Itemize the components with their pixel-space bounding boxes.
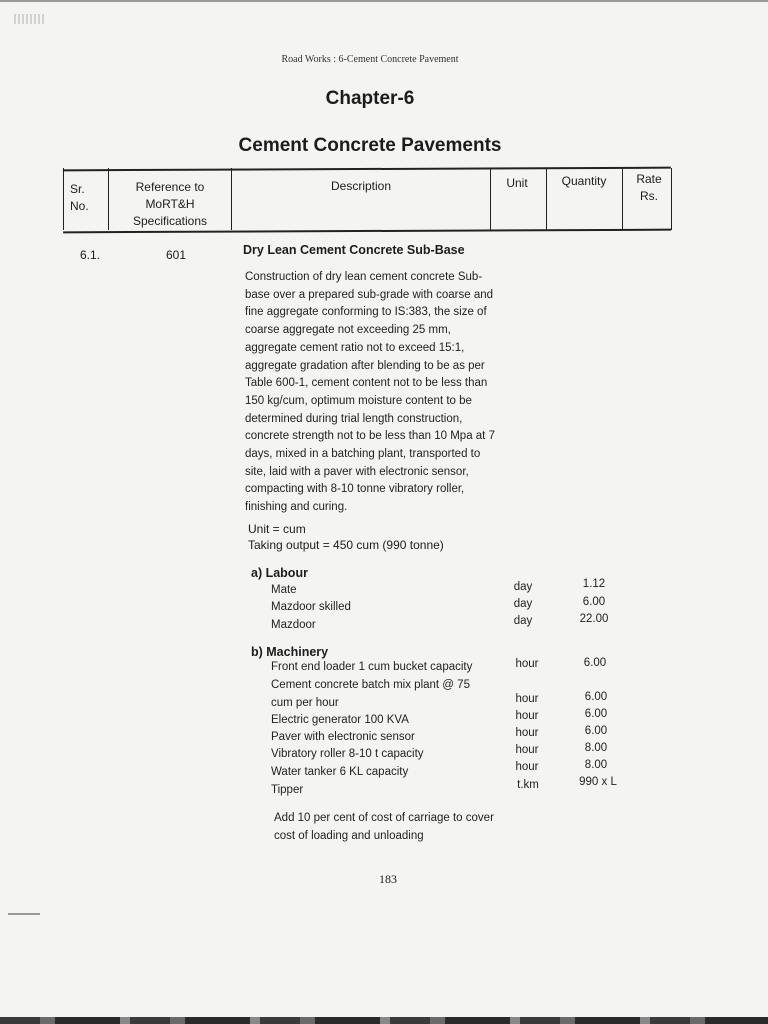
header-unit: Unit [506, 176, 528, 190]
table-divider [108, 168, 109, 230]
table-divider [63, 168, 64, 230]
header-rate: Rate Rs. [636, 172, 662, 203]
machinery-item-qty: 6.00 [583, 657, 607, 669]
labour-item-name: Mate [271, 584, 297, 596]
item-title: Dry Lean Cement Concrete Sub-Base [243, 243, 465, 257]
machinery-item-qty: 6.00 [584, 725, 608, 737]
page-title: Cement Concrete Pavements [238, 135, 502, 156]
machinery-item-unit: t.km [517, 779, 539, 791]
machinery-item-name: Front end loader 1 cum bucket capacity [271, 661, 473, 673]
machinery-item-name: Tipper [271, 784, 304, 796]
scan-smudge [14, 14, 44, 24]
machinery-item-name: Vibratory roller 8-10 t capacity [271, 748, 424, 760]
running-head: Road Works : 6-Cement Concrete Pavement [281, 54, 459, 65]
labour-item-qty: 6.00 [582, 596, 606, 608]
machinery-item-qty: 8.00 [584, 742, 608, 754]
table-divider [490, 168, 491, 230]
labour-item-qty: 1.12 [582, 578, 606, 590]
table-divider [622, 168, 623, 230]
item-reference: 601 [166, 248, 187, 262]
item-description [245, 269, 501, 517]
scan-edge-top [0, 0, 768, 2]
page-number: 183 [379, 872, 397, 886]
header-reference: Reference to MoRT&H Specifications [132, 180, 208, 228]
header-description: Description [330, 179, 392, 193]
scan-edge-bottom [0, 1017, 768, 1024]
machinery-item-qty: 8.00 [584, 759, 608, 771]
unit-line: Unit = cum [248, 522, 306, 536]
machinery-item-name: Electric generator 100 KVA [271, 714, 409, 726]
machinery-item-unit: hour [515, 727, 539, 739]
machinery-item-unit: hour [515, 744, 539, 756]
description-text: Construction of dry lean cement concrete Sub-base over a prepared sub-grade with coarse and fine aggregate conforming to IS:383, the size of coarse aggregate not exceeding 25 mm, aggregate cement ratio not to exceed 15:1, aggregate gradation after blending to be as per Table 600-1, cement content not to be less than 150 kg/cum, optimum moisture content to be determined during trial length construction, concrete strength not to be less than 10 Mpa at 7 days, mixed in a batching plant, transported to site, laid with a paver with electronic sensor, compacting with 8-10 tonne vibratory roller, finishing and curing. [245, 271, 495, 514]
labour-item-unit: day [513, 581, 533, 593]
labour-item-qty: 22.00 [579, 613, 609, 625]
machinery-item-qty: 990 x L [579, 776, 617, 788]
header-sr-no: Sr. No. [70, 182, 89, 213]
machinery-item-unit: hour [515, 710, 539, 722]
table-divider [546, 168, 547, 230]
machinery-heading: b) Machinery [251, 645, 329, 659]
machinery-item-name: Water tanker 6 KL capacity [271, 766, 409, 778]
machinery-item-unit: hour [515, 693, 539, 705]
machinery-item-name: Paver with electronic sensor [271, 731, 415, 743]
machinery-item-unit: hour [515, 658, 539, 670]
item-sr-no: 6.1. [80, 248, 101, 262]
machinery-item-qty: 6.00 [584, 691, 608, 703]
scan-smudge [8, 913, 40, 915]
chapter-heading: Chapter-6 [325, 88, 415, 109]
labour-item-unit: day [513, 615, 533, 627]
machinery-item-name: Cement concrete batch mix plant @ 75 [271, 679, 470, 691]
output-line: Taking output = 450 cum (990 tonne) [248, 538, 444, 552]
carriage-note: Add 10 per cent of cost of carriage to cover cost of loading and unloading [274, 812, 494, 842]
labour-item-unit: day [513, 598, 533, 610]
machinery-item-qty: 6.00 [584, 708, 608, 720]
header-quantity: Quantity [561, 174, 607, 188]
labour-item-name: Mazdoor [271, 619, 316, 631]
table-divider [231, 168, 232, 230]
labour-heading: a) Labour [251, 566, 308, 580]
machinery-item-name: cum per hour [271, 697, 339, 709]
machinery-item-unit: hour [515, 761, 539, 773]
labour-item-name: Mazdoor skilled [271, 601, 351, 613]
